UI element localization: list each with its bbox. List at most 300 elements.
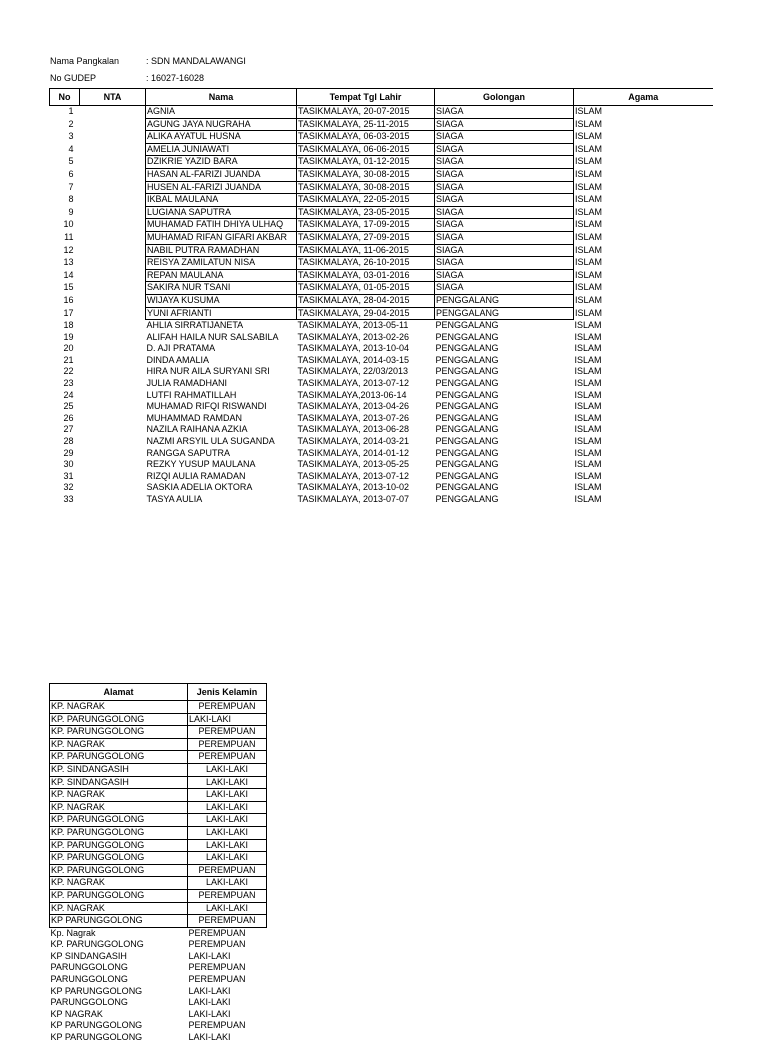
- cell-golongan: PENGGALANG: [435, 470, 499, 481]
- cell-no: 24: [63, 389, 74, 400]
- cell-agama: ISLAM: [575, 294, 603, 305]
- col-header-golongan: Golongan: [435, 89, 574, 106]
- cell-agama: ISLAM: [575, 118, 603, 129]
- cell-nta: [80, 156, 146, 169]
- table-row: [50, 471, 713, 483]
- col-header-jenis-kelamin: Jenis Kelamin: [188, 684, 267, 701]
- cell-no: 1: [68, 106, 74, 117]
- table-row: [50, 776, 267, 789]
- table-row: [50, 726, 267, 739]
- cell-agama: ISLAM: [574, 343, 602, 354]
- cell-ttl: TASIKMALAYA, 2013-05-25: [297, 459, 410, 470]
- cell-no: 33: [63, 494, 74, 504]
- cell-jenis-kelamin: PEREMPUAN: [188, 939, 246, 950]
- cell-agama: ISLAM: [574, 331, 602, 342]
- cell-golongan: SIAGA: [435, 282, 574, 295]
- cell-golongan: PENGGALANG: [435, 447, 499, 458]
- cell-nta: [80, 294, 146, 307]
- table-row: [50, 219, 713, 232]
- table-row: [50, 889, 267, 902]
- cell-ttl: TASIKMALAYA, 2013-07-12: [297, 378, 410, 389]
- cell-golongan: PENGGALANG: [435, 436, 499, 447]
- cell-agama: ISLAM: [575, 143, 603, 154]
- cell-alamat: KP PARUNGGOLONG: [50, 1020, 143, 1031]
- table-row: [50, 1032, 267, 1044]
- cell-agama: ISLAM: [575, 219, 603, 230]
- cell-nta: [80, 118, 146, 131]
- cell-no: 3: [68, 131, 74, 142]
- cell-golongan: PENGGALANG: [435, 389, 499, 400]
- cell-nama: HIRA NUR AILA SURYANI SRI: [146, 366, 270, 377]
- table-row: [50, 839, 267, 852]
- cell-ttl: TASIKMALAYA, 06-06-2015: [297, 143, 435, 156]
- cell-agama: ISLAM: [574, 354, 602, 365]
- cell-agama: ISLAM: [575, 206, 603, 217]
- table-row: [50, 902, 267, 915]
- cell-ttl: TASIKMALAYA, 17-09-2015: [297, 219, 435, 232]
- cell-jenis-kelamin: LAKI-LAKI: [188, 902, 267, 915]
- cell-nta: [80, 219, 146, 232]
- cell-jenis-kelamin: LAKI-LAKI: [188, 763, 267, 776]
- cell-nama: RIZQI AULIA RAMADAN: [146, 470, 246, 481]
- cell-no: 11: [64, 231, 74, 242]
- cell-nta: [80, 482, 146, 494]
- cell-nta: [80, 459, 146, 471]
- cell-ttl: TASIKMALAYA, 01-12-2015: [297, 156, 435, 169]
- cell-golongan: SIAGA: [435, 156, 574, 169]
- cell-agama: ISLAM: [574, 401, 602, 412]
- cell-no: 4: [68, 143, 74, 154]
- cell-nta: [80, 106, 146, 119]
- cell-golongan: PENGGALANG: [435, 331, 499, 342]
- cell-nta: [80, 206, 146, 219]
- cell-ttl: TASIKMALAYA, 28-04-2015: [297, 294, 435, 307]
- cell-jenis-kelamin: PEREMPUAN: [188, 1020, 246, 1031]
- cell-alamat: KP. NAGRAK: [50, 902, 188, 915]
- col-header-alamat: Alamat: [50, 684, 188, 701]
- cell-jenis-kelamin: LAKI-LAKI: [188, 789, 267, 802]
- cell-golongan: PENGGALANG: [435, 378, 499, 389]
- table-row: [50, 401, 713, 413]
- cell-nama: JULIA RAMADHANI: [146, 378, 228, 389]
- table-row: [50, 852, 267, 865]
- table-row: [50, 1020, 267, 1032]
- cell-alamat: KP. NAGRAK: [50, 801, 188, 814]
- table-row: [50, 390, 713, 402]
- table-row: [50, 1009, 267, 1021]
- cell-agama: ISLAM: [575, 307, 603, 318]
- cell-no: 32: [63, 482, 74, 493]
- cell-jenis-kelamin: LAKI-LAKI: [188, 801, 267, 814]
- cell-nama: ALIFAH HAILA NUR SALSABILA: [146, 331, 279, 342]
- cell-nta: [80, 282, 146, 295]
- pangkalan-label: Nama Pangkalan: [50, 56, 120, 66]
- cell-alamat: KP. PARUNGGOLONG: [50, 751, 188, 764]
- cell-golongan: PENGGALANG: [435, 424, 499, 435]
- cell-no: 7: [68, 181, 74, 192]
- cell-jenis-kelamin: LAKI-LAKI: [188, 776, 267, 789]
- cell-nta: [80, 143, 146, 156]
- cell-nta: [80, 390, 146, 402]
- cell-jenis-kelamin: PEREMPUAN: [188, 915, 267, 928]
- col-header-agama: Agama: [574, 89, 713, 106]
- cell-ttl: TASIKMALAYA, 30-08-2015: [297, 181, 435, 194]
- cell-ttl: TASIKMALAYA, 30-08-2015: [297, 168, 435, 181]
- table-row: [50, 763, 267, 776]
- address-table: [49, 683, 267, 1044]
- cell-alamat: KP. PARUNGGOLONG: [50, 852, 188, 865]
- cell-nama: MUHAMAD RIFQI RISWANDI: [146, 401, 267, 412]
- cell-ttl: TASIKMALAYA, 2014-03-21: [297, 436, 410, 447]
- cell-nta: [80, 436, 146, 448]
- cell-ttl: TASIKMALAYA, 2013-07-26: [297, 412, 410, 423]
- table-row: [50, 436, 713, 448]
- cell-golongan: SIAGA: [435, 257, 574, 270]
- cell-ttl: TASIKMALAYA, 2014-03-15: [297, 354, 410, 365]
- cell-alamat: KP PARUNGGOLONG: [50, 915, 188, 928]
- cell-nta: [80, 269, 146, 282]
- cell-nta: [80, 401, 146, 413]
- cell-no: 30: [63, 459, 74, 470]
- table-row: [50, 106, 713, 119]
- cell-ttl: TASIKMALAYA, 29-04-2015: [297, 307, 435, 320]
- cell-no: 22: [63, 366, 74, 377]
- cell-alamat: KP. NAGRAK: [50, 701, 188, 714]
- cell-nama: D. AJI PRATAMA: [146, 343, 216, 354]
- cell-jenis-kelamin: PEREMPUAN: [188, 889, 267, 902]
- table-row: [50, 118, 713, 131]
- col-header-nta: NTA: [80, 89, 146, 106]
- cell-ttl: TASIKMALAYA, 22-05-2015: [297, 194, 435, 207]
- cell-jenis-kelamin: LAKI-LAKI: [188, 826, 267, 839]
- cell-ttl: TASIKMALAYA, 2013-07-12: [297, 470, 410, 481]
- cell-jenis-kelamin: LAKI-LAKI: [188, 1032, 231, 1043]
- cell-no: 31: [63, 470, 74, 481]
- table-row: [50, 307, 713, 320]
- cell-nta: [80, 320, 146, 332]
- table-row: [50, 939, 267, 951]
- cell-agama: ISLAM: [574, 447, 602, 458]
- cell-alamat: KP. PARUNGGOLONG: [50, 814, 188, 827]
- cell-nama: HASAN AL-FARIZI JUANDA: [146, 168, 297, 181]
- cell-nama: SAKIRA NUR TSANI: [146, 282, 297, 295]
- cell-nama: DINDA AMALIA: [146, 354, 210, 365]
- cell-nta: [80, 168, 146, 181]
- table-row: [50, 448, 713, 460]
- cell-nta: [80, 194, 146, 207]
- cell-ttl: TASIKMALAYA, 2013-06-28: [297, 424, 410, 435]
- cell-no: 2: [68, 118, 74, 129]
- table-row: [50, 951, 267, 963]
- table-row: [50, 231, 713, 244]
- table-row: [50, 701, 267, 714]
- cell-golongan: SIAGA: [435, 143, 574, 156]
- cell-alamat: PARUNGGOLONG: [50, 962, 128, 973]
- cell-nama: MUHAMAD RIFAN GIFARI AKBAR: [146, 231, 297, 244]
- cell-golongan: SIAGA: [435, 181, 574, 194]
- cell-jenis-kelamin: LAKI-LAKI: [188, 877, 267, 890]
- cell-jenis-kelamin: LAKI-LAKI: [188, 814, 267, 827]
- cell-golongan: PENGGALANG: [435, 366, 499, 377]
- cell-golongan: SIAGA: [435, 219, 574, 232]
- table-row: [50, 282, 713, 295]
- cell-nta: [80, 307, 146, 320]
- cell-alamat: KP. PARUNGGOLONG: [50, 864, 188, 877]
- cell-nta: [80, 366, 146, 378]
- cell-golongan: SIAGA: [435, 244, 574, 257]
- cell-golongan: PENGGALANG: [435, 494, 499, 504]
- cell-nta: [80, 181, 146, 194]
- cell-jenis-kelamin: PEREMPUAN: [188, 927, 246, 938]
- table-row: [50, 181, 713, 194]
- cell-agama: ISLAM: [574, 366, 602, 377]
- col-header-no: No: [50, 89, 80, 106]
- table-row: [50, 131, 713, 144]
- cell-nama: AGNIA: [146, 106, 297, 119]
- cell-nta: [80, 244, 146, 257]
- cell-no: 19: [63, 331, 74, 342]
- address-table-header: [50, 684, 267, 701]
- cell-golongan: PENGGALANG: [435, 320, 499, 331]
- cell-jenis-kelamin: PEREMPUAN: [188, 726, 267, 739]
- cell-jenis-kelamin: LAKI-LAKI: [188, 1008, 231, 1019]
- cell-golongan: PENGGALANG: [435, 343, 499, 354]
- table-row: [50, 915, 267, 928]
- cell-no: 16: [63, 294, 74, 305]
- cell-alamat: KP. NAGRAK: [50, 738, 188, 751]
- table-row: [50, 482, 713, 494]
- table-row: [50, 355, 713, 367]
- cell-jenis-kelamin: LAKI-LAKI: [188, 839, 267, 852]
- table-row: [50, 244, 713, 257]
- cell-golongan: SIAGA: [435, 231, 574, 244]
- table-row: [50, 168, 713, 181]
- cell-nama: AHLIA SIRRATIJANETA: [146, 320, 244, 331]
- cell-alamat: KP. SINDANGASIH: [50, 776, 188, 789]
- cell-agama: ISLAM: [575, 156, 603, 167]
- table-row: [50, 257, 713, 270]
- table-row: [50, 877, 267, 890]
- cell-jenis-kelamin: LAKI-LAKI: [188, 713, 267, 726]
- cell-agama: ISLAM: [575, 168, 603, 179]
- cell-nta: [80, 355, 146, 367]
- table-row: [50, 332, 713, 344]
- cell-jenis-kelamin: PEREMPUAN: [188, 751, 267, 764]
- cell-no: 20: [63, 343, 74, 354]
- cell-no: 28: [63, 436, 74, 447]
- cell-nta: [80, 378, 146, 390]
- cell-agama: ISLAM: [575, 131, 603, 142]
- cell-golongan: PENGGALANG: [435, 294, 574, 307]
- cell-nama: SASKIA ADELIA OKTORA: [146, 482, 253, 493]
- cell-jenis-kelamin: PEREMPUAN: [188, 864, 267, 877]
- cell-agama: ISLAM: [574, 319, 602, 330]
- cell-jenis-kelamin: LAKI-LAKI: [188, 950, 231, 961]
- cell-ttl: TASIKMALAYA, 06-03-2015: [297, 131, 435, 144]
- cell-jenis-kelamin: PEREMPUAN: [188, 974, 246, 985]
- table-row: [50, 864, 267, 877]
- member-table-header: [50, 89, 713, 106]
- cell-ttl: TASIKMALAYA, 2014-01-12: [297, 447, 410, 458]
- cell-ttl: TASIKMALAYA,2013-06-14: [297, 389, 407, 400]
- table-row: [50, 814, 267, 827]
- cell-jenis-kelamin: LAKI-LAKI: [188, 997, 231, 1008]
- cell-golongan: SIAGA: [435, 118, 574, 131]
- cell-no: 18: [63, 319, 74, 330]
- cell-agama: ISLAM: [574, 424, 602, 435]
- cell-alamat: KP. NAGRAK: [50, 789, 188, 802]
- cell-nama: WIJAYA KUSUMA: [146, 294, 297, 307]
- cell-no: 5: [68, 156, 74, 167]
- cell-ttl: TASIKMALAYA, 2013-07-07: [297, 494, 410, 504]
- cell-agama: ISLAM: [575, 282, 603, 293]
- cell-nama: IKBAL MAULANA: [146, 194, 297, 207]
- table-row: [50, 294, 713, 307]
- cell-nama: NAZMI ARSYIL ULA SUGANDA: [146, 436, 275, 447]
- cell-nama: NAZILA RAIHANA AZKIA: [146, 424, 248, 435]
- cell-no: 21: [63, 354, 74, 365]
- cell-alamat: KP. PARUNGGOLONG: [50, 889, 188, 902]
- table-row: [50, 269, 713, 282]
- cell-nama: MUHAMAD FATIH DHIYA ULHAQ: [146, 219, 297, 232]
- cell-golongan: PENGGALANG: [435, 401, 499, 412]
- table-row: [50, 494, 713, 506]
- cell-alamat: PARUNGGOLONG: [50, 997, 128, 1008]
- cell-no: 13: [63, 257, 74, 268]
- cell-nama: MUHAMMAD RAMDAN: [146, 412, 242, 423]
- cell-ttl: TASIKMALAYA, 11-06-2015: [297, 244, 435, 257]
- cell-golongan: PENGGALANG: [435, 307, 574, 320]
- table-row: [50, 194, 713, 207]
- table-row: [50, 801, 267, 814]
- cell-ttl: TASIKMALAYA, 27-09-2015: [297, 231, 435, 244]
- cell-alamat: KP. PARUNGGOLONG: [50, 939, 144, 950]
- table-row: [50, 156, 713, 169]
- gudep-value: : 16027-16028: [146, 73, 205, 83]
- cell-agama: ISLAM: [575, 269, 603, 280]
- cell-alamat: KP. PARUNGGOLONG: [50, 826, 188, 839]
- cell-nama: AMELIA JUNIAWATI: [146, 143, 297, 156]
- cell-agama: ISLAM: [575, 231, 603, 242]
- cell-golongan: PENGGALANG: [435, 459, 499, 470]
- col-header-ttl: Tempat Tgl Lahir: [297, 89, 435, 106]
- cell-no: 17: [63, 307, 74, 318]
- cell-ttl: TASIKMALAYA, 2013-05-11: [297, 320, 409, 331]
- cell-no: 14: [63, 269, 74, 280]
- table-row: [50, 713, 267, 726]
- cell-jenis-kelamin: LAKI-LAKI: [188, 852, 267, 865]
- cell-no: 8: [68, 194, 74, 205]
- table-row: [50, 927, 267, 939]
- cell-agama: ISLAM: [575, 257, 603, 268]
- cell-golongan: PENGGALANG: [435, 412, 499, 423]
- cell-nama: REPAN MAULANA: [146, 269, 297, 282]
- cell-alamat: KP. PARUNGGOLONG: [50, 713, 188, 726]
- table-row: [50, 962, 267, 974]
- cell-nama: YUNI AFRIANTI: [146, 307, 297, 320]
- cell-no: 12: [63, 244, 74, 255]
- cell-nama: ALIKA AYATUL HUSNA: [146, 131, 297, 144]
- cell-nama: HUSEN AL-FARIZI JUANDA: [146, 181, 297, 194]
- cell-no: 9: [68, 206, 74, 217]
- cell-agama: ISLAM: [575, 244, 603, 255]
- cell-nta: [80, 131, 146, 144]
- cell-jenis-kelamin: PEREMPUAN: [188, 701, 267, 714]
- cell-no: 6: [68, 168, 74, 179]
- cell-nama: REISYA ZAMILATUN NISA: [146, 257, 297, 270]
- table-row: [50, 320, 713, 332]
- cell-nama: LUTFI RAHMATILLAH: [146, 389, 237, 400]
- cell-alamat: KP PARUNGGOLONG: [50, 1032, 143, 1043]
- cell-alamat: PARUNGGOLONG: [50, 974, 128, 985]
- cell-nama: DZIKRIE YAZID BARA: [146, 156, 297, 169]
- cell-agama: ISLAM: [574, 389, 602, 400]
- cell-golongan: SIAGA: [435, 206, 574, 219]
- cell-agama: ISLAM: [575, 106, 603, 117]
- cell-ttl: TASIKMALAYA, 20-07-2015: [297, 106, 435, 119]
- table-row: [50, 366, 713, 378]
- cell-nama: TASYA AULIA: [146, 494, 203, 504]
- cell-nta: [80, 257, 146, 270]
- cell-ttl: TASIKMALAYA, 23-05-2015: [297, 206, 435, 219]
- cell-no: 27: [63, 424, 74, 435]
- cell-ttl: TASIKMALAYA, 2013-02-26: [297, 331, 410, 342]
- table-row: [50, 986, 267, 998]
- cell-ttl: TASIKMALAYA, 25-11-2015: [297, 118, 435, 131]
- member-table: [49, 88, 713, 506]
- cell-ttl: TASIKMALAYA, 2013-10-02: [297, 482, 410, 493]
- table-row: [50, 789, 267, 802]
- pangkalan-value: : SDN MANDALAWANGI: [146, 56, 246, 66]
- cell-agama: ISLAM: [574, 412, 602, 423]
- cell-alamat: KP NAGRAK: [50, 1008, 103, 1019]
- table-row: [50, 997, 267, 1009]
- cell-nama: NABIL PUTRA RAMADHAN: [146, 244, 297, 257]
- cell-ttl: TASIKMALAYA, 2013-04-26: [297, 401, 410, 412]
- cell-ttl: TASIKMALAYA, 03-01-2016: [297, 269, 435, 282]
- cell-no: 26: [63, 412, 74, 423]
- cell-agama: ISLAM: [574, 494, 602, 504]
- col-header-nama: Nama: [146, 89, 297, 106]
- cell-alamat: KP. PARUNGGOLONG: [50, 839, 188, 852]
- cell-golongan: PENGGALANG: [435, 354, 499, 365]
- cell-agama: ISLAM: [574, 459, 602, 470]
- table-row: [50, 143, 713, 156]
- cell-ttl: TASIKMALAYA, 22/03/2013: [297, 366, 409, 377]
- table-row: [50, 738, 267, 751]
- cell-no: 29: [63, 447, 74, 458]
- table-row: [50, 413, 713, 425]
- cell-nta: [80, 448, 146, 460]
- cell-agama: ISLAM: [574, 436, 602, 447]
- cell-alamat: Kp. Nagrak: [50, 927, 96, 938]
- cell-ttl: TASIKMALAYA, 26-10-2015: [297, 257, 435, 270]
- cell-agama: ISLAM: [574, 482, 602, 493]
- table-row: [50, 343, 713, 355]
- cell-golongan: SIAGA: [435, 269, 574, 282]
- cell-nama: REZKY YUSUP MAULANA: [146, 459, 256, 470]
- cell-nta: [80, 494, 146, 506]
- cell-ttl: TASIKMALAYA, 01-05-2015: [297, 282, 435, 295]
- cell-nama: RANGGA SAPUTRA: [146, 447, 231, 458]
- cell-agama: ISLAM: [575, 181, 603, 192]
- cell-agama: ISLAM: [574, 470, 602, 481]
- cell-alamat: KP. NAGRAK: [50, 877, 188, 890]
- gudep-label: No GUDEP: [50, 73, 97, 83]
- cell-nama: LUGIANA SAPUTRA: [146, 206, 297, 219]
- cell-nta: [80, 424, 146, 436]
- cell-nta: [80, 231, 146, 244]
